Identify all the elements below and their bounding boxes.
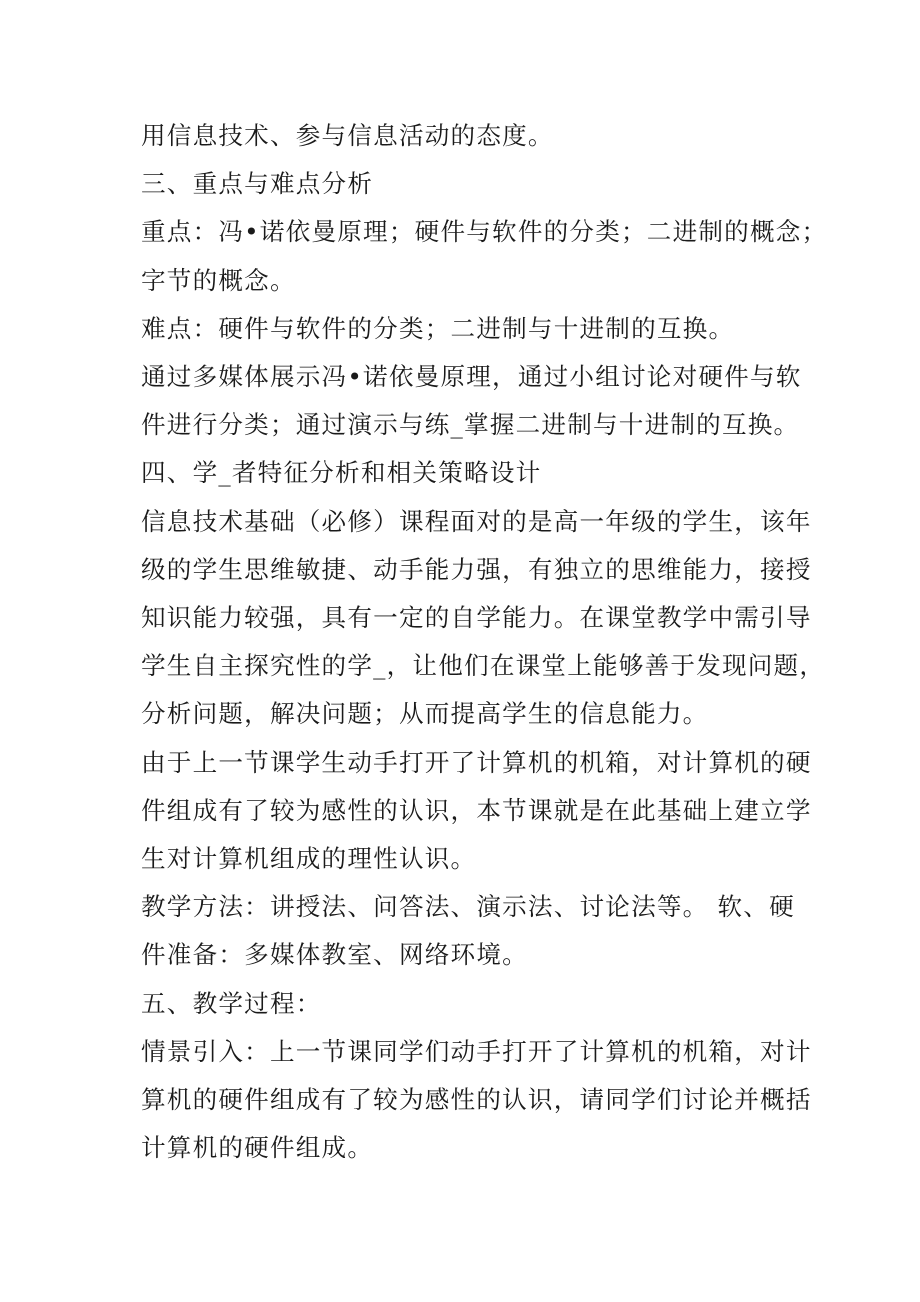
text-line: 教学方法：讲授法、问答法、演示法、讨论法等。 软、硬 xyxy=(141,892,795,922)
text-line: 情景引入：上一节课同学们动手打开了计算机的机箱，对计 xyxy=(141,1036,812,1066)
text-line: 重点：冯•诺依曼原理；硬件与软件的分类；二进制的概念； xyxy=(141,217,828,247)
text-line: 三、重点与难点分析 xyxy=(141,169,374,199)
text-line: 级的学生思维敏捷、动手能力强，有独立的思维能力，接授 xyxy=(141,554,812,584)
text-line: 四、学_者特征分析和相关策略设计 xyxy=(141,458,542,488)
paragraph-learner-analysis xyxy=(141,498,826,739)
section-heading-teaching-process xyxy=(141,980,821,1028)
text-line: 由于上一节课学生动手打开了计算机的机箱，对计算机的硬 xyxy=(141,747,812,777)
text-line: 难点：硬件与软件的分类；二进制与十进制的互换。 xyxy=(141,313,735,343)
section-heading-learner-analysis xyxy=(141,449,821,497)
text-line: 通过多媒体展示冯•诺依曼原理，通过小组讨论对硬件与软 xyxy=(141,362,802,392)
text-line: 字节的概念。 xyxy=(141,265,296,295)
text-line: 算机的硬件组成有了较为感性的认识，请同学们讨论并概括 xyxy=(141,1085,812,1115)
paragraph-difficult-points xyxy=(141,305,821,353)
text-line: 件进行分类；通过演示与练_掌握二进制与十进制的互换。 xyxy=(141,410,800,440)
text-line: 生对计算机组成的理性认识。 xyxy=(141,844,477,874)
text-line: 学生自主探究性的学_，让他们在课堂上能够善于发现问题， xyxy=(141,651,826,681)
text-line: 计算机的硬件组成。 xyxy=(141,1133,374,1163)
text-line: 分析问题，解决问题；从而提高学生的信息能力。 xyxy=(141,699,709,729)
document-body xyxy=(141,112,828,1172)
paragraph-approach xyxy=(141,353,821,449)
paragraph-attitude-tail xyxy=(141,112,821,160)
text-line: 用信息技术、参与信息活动的态度。 xyxy=(141,121,554,150)
text-line: 件组成有了较为感性的认识，本节课就是在此基础上建立学 xyxy=(141,795,812,825)
text-line: 件准备：多媒体教室、网络环境。 xyxy=(141,940,528,970)
paragraph-key-points xyxy=(141,208,828,304)
text-line: 五、教学过程： xyxy=(141,988,322,1018)
paragraph-prior-lesson xyxy=(141,739,821,884)
section-heading-key-points xyxy=(141,160,821,208)
text-line: 信息技术基础（必修）课程面对的是高一年级的学生，该年 xyxy=(141,506,812,536)
paragraph-scenario-intro xyxy=(141,1028,821,1173)
text-line: 知识能力较强，具有一定的自学能力。在课堂教学中需引导 xyxy=(141,603,812,633)
paragraph-teaching-methods xyxy=(141,883,821,979)
